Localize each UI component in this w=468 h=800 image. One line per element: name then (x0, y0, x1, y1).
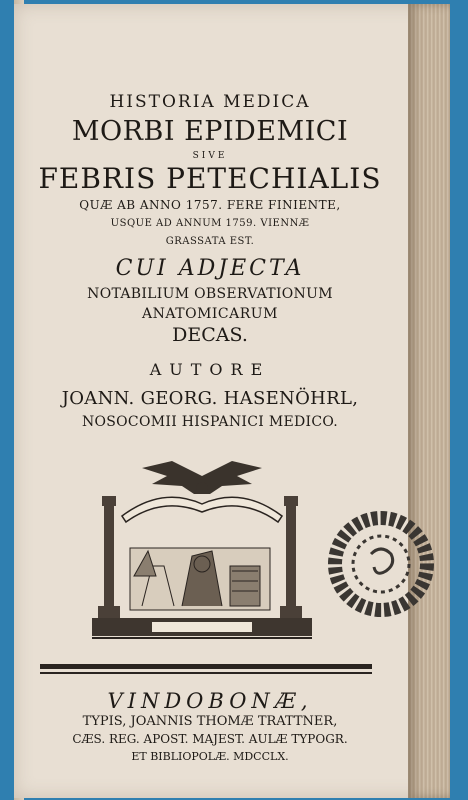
printers-vignette (82, 456, 322, 652)
title-line-morbi: MORBI EPIDEMICI (71, 116, 349, 147)
double-rule-thick (40, 664, 372, 669)
subtitle-line-2: USQUE AD ANNUM 1759. VIENNÆ (110, 218, 310, 229)
observationum-line: NOTABILIUM OBSERVATIONUM (87, 286, 333, 302)
decas-line: DECAS. (172, 324, 248, 346)
title-line-sive: SIVE (192, 151, 228, 161)
title-page (14, 4, 450, 798)
author-title: NOSOCOMII HISPANICI MEDICO. (81, 414, 339, 430)
author-name: JOANN. GEORG. HASENÖHRL, (61, 388, 359, 409)
eagle-icon (142, 461, 262, 494)
page-edges (408, 4, 450, 798)
anatomicarum-line: ANATOMICARUM (142, 306, 278, 322)
imprint-printer: TYPIS, JOANNIS THOMÆ TRATTNER, (82, 714, 338, 729)
double-rule-thin (40, 672, 372, 674)
title-line-historia: HISTORIA MEDICA (109, 92, 311, 112)
subtitle-line-3: GRASSATA EST. (165, 236, 255, 247)
imprint-date: ET BIBLIOPOLÆ. MDCCLX. (131, 750, 289, 763)
adjecta-line: CUI ADJECTA (115, 256, 305, 281)
title-line-febris: FEBRIS PETECHIALIS (38, 162, 382, 195)
imprint-office: CÆS. REG. APOST. MAJEST. AULÆ TYPOGR. (72, 732, 348, 746)
imprint-place: VINDOBONÆ, (107, 689, 313, 713)
library-stamp (326, 509, 436, 619)
autore-line: AUTORE (149, 360, 271, 379)
subtitle-line-1: QUÆ AB ANNO 1757. FERE FINIENTE, (79, 198, 341, 212)
